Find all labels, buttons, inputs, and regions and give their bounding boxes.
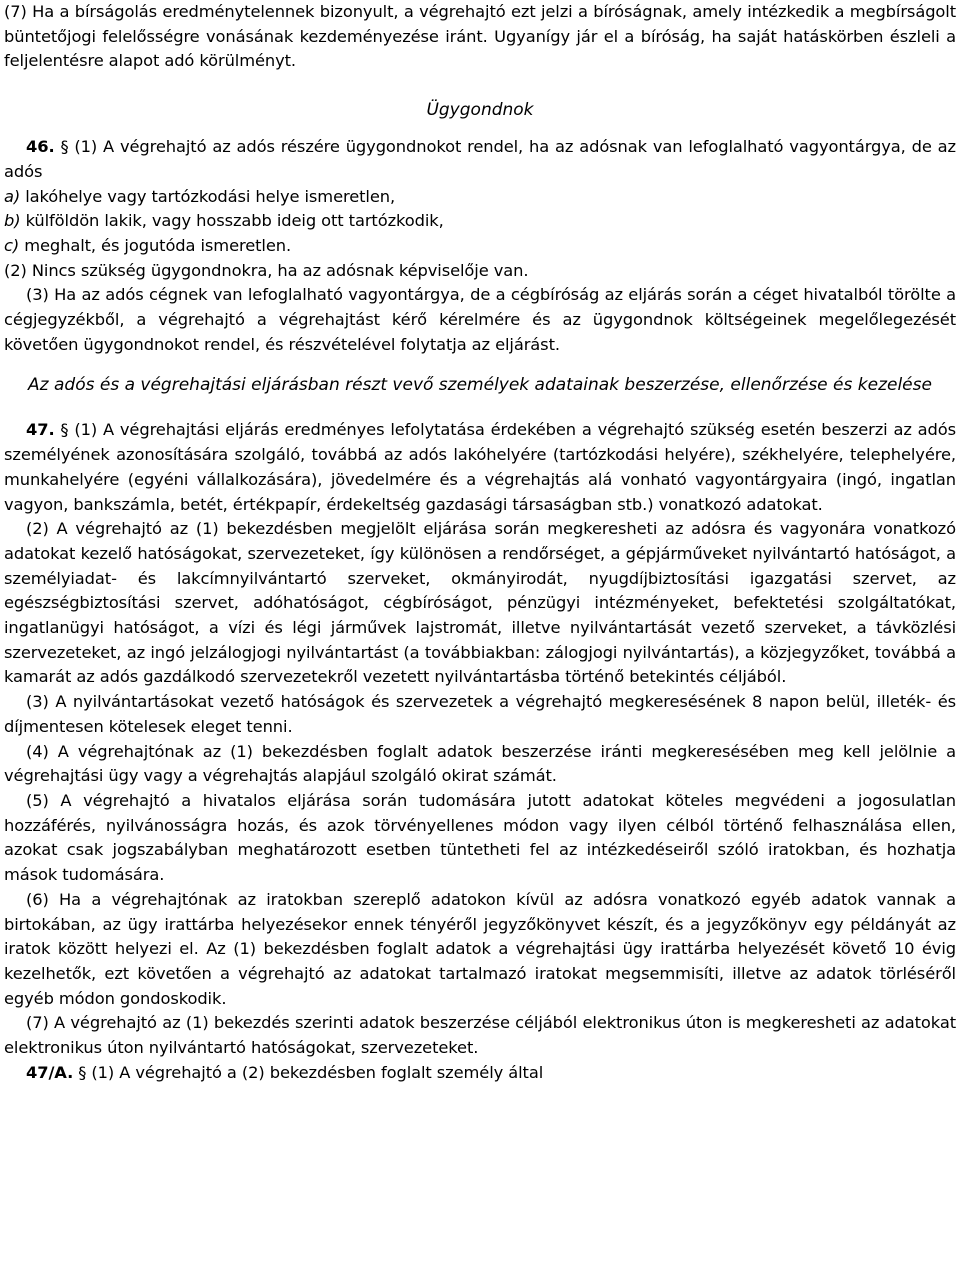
section-47-paragraph-1: [4, 418, 956, 517]
section-47-paragraph-5: (5) A végrehajtó a hivatalos eljárása során tudomására jutott adatokat köteles megvédeni a jogosulatlan hozzáférés, nyilvánosságra hozás, és azok törvényellenes módon vagy ilyen célból történő felhasználása ellen, azokat csak jogszabályban meghatározott esetben tüntetheti fel az intézkedéseiről szóló iratokban, és hozhatja mások tudomására.: [4, 790, 956, 885]
section-sign: §: [60, 420, 69, 440]
section-46-paragraph-1: [4, 135, 956, 184]
section-sign: §: [78, 1062, 87, 1082]
paragraph-text: (1) A végrehajtó a (2) bekezdésben foglalt személy által: [91, 1062, 544, 1082]
paragraph-text: (1) A végrehajtó az adós részére ügygondnokot rendel, ha az adósnak van lefoglalható vagyontárgya, de az adós: [4, 137, 956, 181]
list-item-text: lakóhelye vagy tartózkodási helye ismeretlen,: [25, 186, 396, 206]
section-number: 47.: [26, 420, 55, 440]
section-sign: §: [60, 137, 69, 157]
section-47-paragraph-2: (2) A végrehajtó az (1) bekezdésben megjelölt eljárása során megkeresheti az adósra és vagyonára vonatkozó adatokat kezelő hatóságokat, szervezeteket, így különösen a rendőrséget, a gépjárműveket nyilvántartó hatóságot, a személyiadat- és lakcímnyilvántartó szerveket, okmányirodát, nyugdíjbiztosítási igazgatási szervet, az egészségbiztosítási szervet, adóhatóságot, cégbíróságot, pénzügyi intézményeket, befektetési szolgáltatókat, ingatlanügyi hatóságot, a vízi és légi járművek lajstromát, illetve nyilvántartását vezető szerveket, a távközlési szervezeteket, az ingó jelzálogjogi nyilvántartást (a továbbiakban: zálogjogi nyilvántartás), a közjegyzőket, továbbá a kamarát az adós gazdálkodó szervezetekről vezetett nyilvántartásba történő betekintés céljából.: [4, 519, 956, 687]
section-heading-ugygondnok: Ügygondnok: [426, 100, 534, 121]
paragraph-text: (1) A végrehajtási eljárás eredményes lefolytatása érdekében a végrehajtó szükség esetén beszerzi az adós személyének azonosítására szolgáló, továbbá az adós lakóhelyére (tartózkodási helyére), székhelyére, telephelyére, munkahelyére (egyéni vállalkozására), jövedelmére és a végrehajtás alá vonható vagyontárgyaira (ingó, ingatlan vagyon, bankszámla, betét, értékpapír, érdekeltség gazdasági társaságban stb.) vonatkozó adatokat.: [4, 420, 957, 514]
document-page: [4, 0, 956, 1085]
list-item-text: külföldön lakik, vagy hosszabb ideig ott tartózkodik,: [25, 211, 444, 231]
section-47-paragraph-6: (6) Ha a végrehajtónak az iratokban szereplő adatokon kívül az adósra vonatkozó egyéb adatok vannak a birtokában, az ügy irattárba helyezésekor ennek tényéről jegyzőkönyvet készít, és a jegyzőkönyv egy példányát az iratok között helyezi el. Az (1) bekezdésben foglalt adatok a végrehajtási ügy irattárba helyezését követő 10 évig kezelhetők, ezt követően a végrehajtó az adatokat tartalmazó iratokat megsemmisíti, illetve az adatok törléséről egyéb módon gondoskodik.: [4, 889, 956, 1008]
list-item-a: [4, 185, 956, 210]
list-item-label: a): [4, 186, 21, 206]
list-item-c: [4, 234, 956, 259]
paragraph-45-7: (7) Ha a bírságolás eredménytelennek bizonyult, a végrehajtó ezt jelzi a bíróságnak, amely intézkedik a megbírságolt büntetőjogi felelősségre vonásának kezdeményezése iránt. Ugyanígy jár el a bíróság, ha saját hatáskörben észleli a feljelentésre alapot adó körülményt.: [4, 2, 956, 71]
section-47-paragraph-3: (3) A nyilvántartásokat vezető hatóságok és szervezetek a végrehajtó megkeresésének 8 napon belül, illeték- és díjmentesen kötelesek eleget tenni.: [4, 692, 956, 736]
list-item-text: meghalt, és jogutóda ismeretlen.: [24, 235, 292, 255]
list-item-b: [4, 209, 956, 234]
section-46-paragraph-2: (2) Nincs szükség ügygondnokra, ha az adósnak képviselője van.: [4, 260, 529, 280]
section-number: 46.: [26, 137, 55, 157]
section-47-paragraph-7: (7) A végrehajtó az (1) bekezdés szerinti adatok beszerzése céljából elektronikus úton is megkeresheti az adatokat elektronikus úton nyilvántartó hatóságokat, szervezeteket.: [4, 1013, 956, 1058]
section-46-paragraph-3: (3) Ha az adós cégnek van lefoglalható vagyontárgya, de a cégbíróság az eljárás során a céget hivatalból törölte a cégjegyzékből, a végrehajtó a végrehajtást kérő kérelmére és az ügygondnok költségeinek megelőlegezését követően ügygondnokot rendel, és részvételével folytatja az eljárást.: [4, 285, 956, 354]
list-item-label: b): [4, 211, 21, 231]
section-47a-paragraph-1: [4, 1061, 956, 1086]
list-item-label: c): [4, 235, 20, 255]
section-number: 47/A.: [26, 1062, 74, 1082]
section-heading-adatok: Az adós és a végrehajtási eljárásban részt vevő személyek adatainak beszerzése, ellenőrzése és kezelése: [28, 375, 932, 396]
section-47-paragraph-4: (4) A végrehajtónak az (1) bekezdésben foglalt adatok beszerzése iránti megkeresésében meg kell jelölnie a végrehajtási ügy vagy a végrehajtás alapjául szolgáló okirat számát.: [4, 741, 956, 786]
